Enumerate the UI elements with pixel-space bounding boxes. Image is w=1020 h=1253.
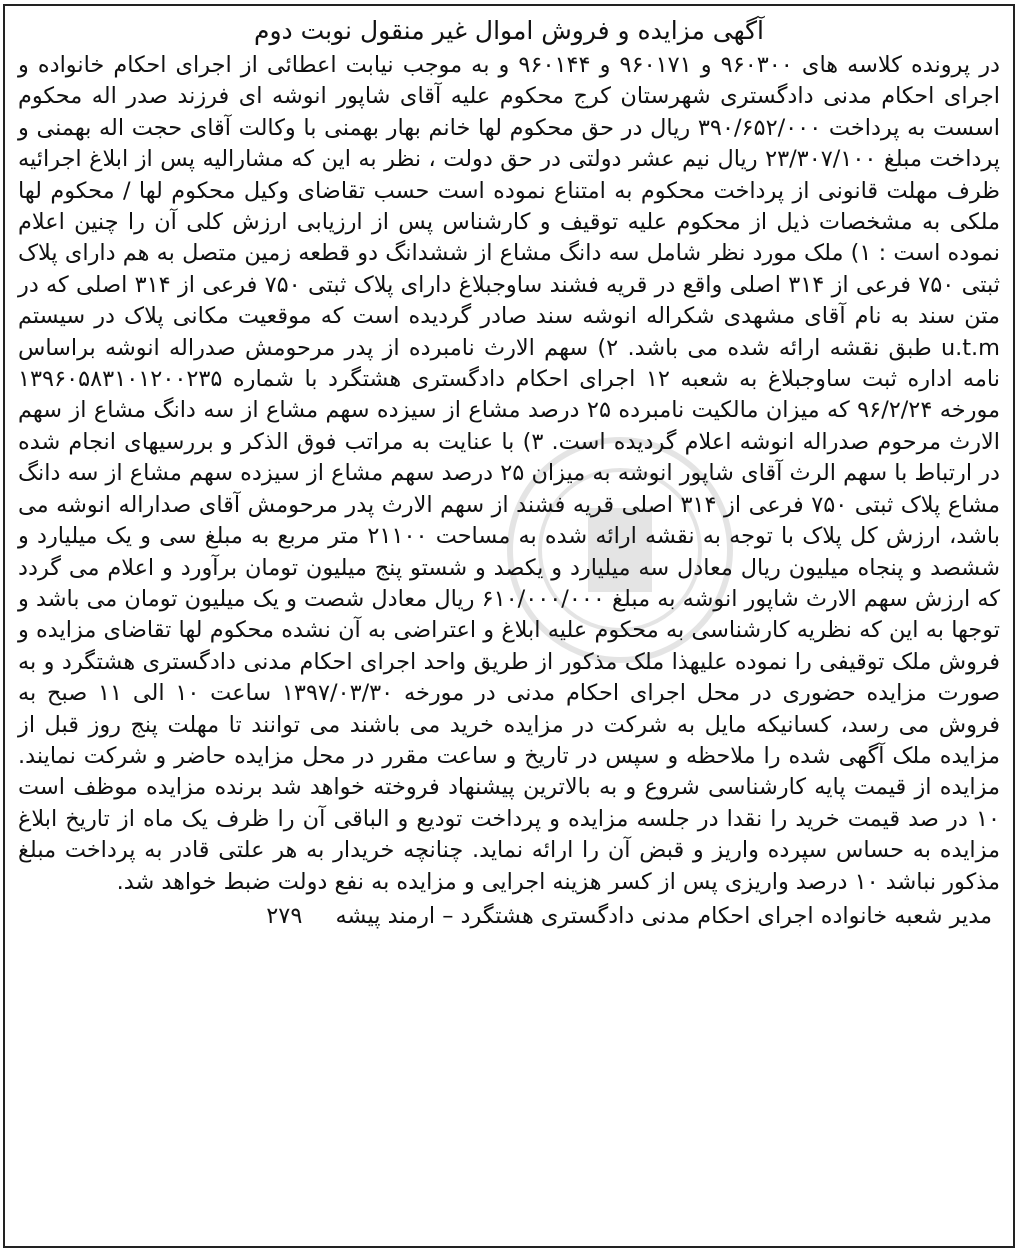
signature-text: مدیر شعبه خانواده اجرای احکام مدنی دادگستری هشتگرد – ارمند پیشه: [335, 902, 992, 929]
notice-body: در پرونده کلاسه های ۹۶۰۳۰۰ و ۹۶۰۱۷۱ و ۹۶۰۱۴۴ و به موجب نیابت اعطائی از اجرای احکام خانواده و اجرای احکام مدنی دادگستری شهرستان کرج محکوم علیه آقای شاپور انوشه ای فرزند صدر اله محکوم اسست به پرداخت ۳۹۰/۶۵۲/۰۰۰ ریال در حق محکوم لها خانم بهار بهمنی با وکالت آقای حجت اله بهمنی و پرداخت مبلغ ۲۳/۳۰۷/۱۰۰ ریال نیم عشر دولتی در حق دولت ، نظر به این که مشارالیه پس از ابلاغ اجرائیه ظرف مهلت قانونی از پرداخت محکوم به امتناع نموده است حسب تقاضای وکیل محکوم لها / محکوم لها ملکی به مشخصات ذیل از محکوم علیه توقیف و کارشناس پس از ارزیابی ارزش کلی آن را چنین اعلام نموده است : ۱) ملک مورد نظر شامل سه دانگ مشاع از ششدانگ دو قطعه زمین متصل به هم دارای پلاک ثبتی ۷۵۰ فرعی از ۳۱۴ اصلی واقع در قریه فشند ساوجبلاغ دارای پلاک ثبتی ۷۵۰ فرعی از ۳۱۴ اصلی که در متن سند به نام آقای مشهدی شکراله انوشه سند صادر گردیده است که موقعیت مکانی پلاک در سیستم u.t.m طبق نقشه ارائه شده می باشد. ۲) سهم الارث نامبرده از پدر مرحومش صدراله انوشه براساس نامه اداره ثبت ساوجبلاغ به شعبه ۱۲ اجرای احکام دادگستری هشتگرد با شماره ۱۳۹۶۰۵۸۳۱۰۱۲۰۰۲۳۵ مورخه ۹۶/۲/۲۴ که میزان مالکیت نامبرده ۲۵ درصد مشاع از سیزده سهم مشاع از سه دانگ مشاع از سهم الارث مرحوم صدراله انوشه اعلام گردیده است. ۳) با عنایت به مراتب فوق الذکر و بررسیهای انجام شده در ارتباط با سهم الرث آقای شاپور انوشه به میزان ۲۵ درصد سهم مشاع از سیزده سهم مشاع از سه دانگ مشاع پلاک ثبتی ۷۵۰ فرعی از ۳۱۴ اصلی قریه فشند از سهم الارث پدر مرحومش آقای صداراله انوشه می باشد، ارزش کل پلاک با توجه به نقشه ارائه شده به مساحت ۲۱۱۰۰ متر مربع به مبلغ سی و یک میلیارد و ششصد و پنجاه میلیون ریال معادل سه میلیارد و یکصد و شستو پنج میلیون تومان برآورد و اعلام می گردد که ارزش سهم الارث شاپور انوشه به مبلغ ۶۱۰/۰۰۰/۰۰۰ ریال معادل شصت و یک میلیون تومان می باشد و توجها به این که نظریه کارشناسی به محکوم علیه ابلاغ و اعتراضی به آن نشده محکوم لها تقاضای مزایده و فروش ملک توقیفی را نموده علیهذا ملک مذکور از طریق واحد اجرای احکام مدنی دادگستری هشتگرد و به صورت مزایده حضوری در محل اجرای احکام مدنی در مورخه ۱۳۹۷/۰۳/۳۰ ساعت ۱۰ الی ۱۱ صبح به فروش می رسد، کسانیکه مایل به شرکت در مزایده خرید می باشند می توانند تا مهلت پنج روز قبل از مزایده ملک آگهی شده را ملاحظه و سپس در تاریخ و ساعت مقرر در محل مزایده حاضر و شرکت نمایند. مزایده از قیمت پایه کارشناسی شروع و به بالاترین پیشنهاد فروخته خواهد شد برنده مزایده موظف است ۱۰ در صد قیمت خرید را نقدا در جلسه مزایده و پرداخت تودیع و الباقی آن را ظرف یک ماه از تاریخ ابلاغ مزایده به حساس سپرده واریز و قبض آن را ارائه نماید. چنانچه خریدار به هر علتی قادر به پرداخت مبلغ مذکور نباشد ۱۰ درصد واریزی پس از کسر هزینه اجرایی و مزایده به نفع دولت ضبط خواهد شد.: [18, 52, 1001, 895]
auction-notice: [18, 14, 1000, 932]
notice-title: آگهی مزایده و فروش اموال غیر منقول نوبت دوم: [254, 16, 764, 45]
notice-number: ۲۷۹: [266, 902, 303, 929]
notice-signature: [18, 900, 1000, 932]
